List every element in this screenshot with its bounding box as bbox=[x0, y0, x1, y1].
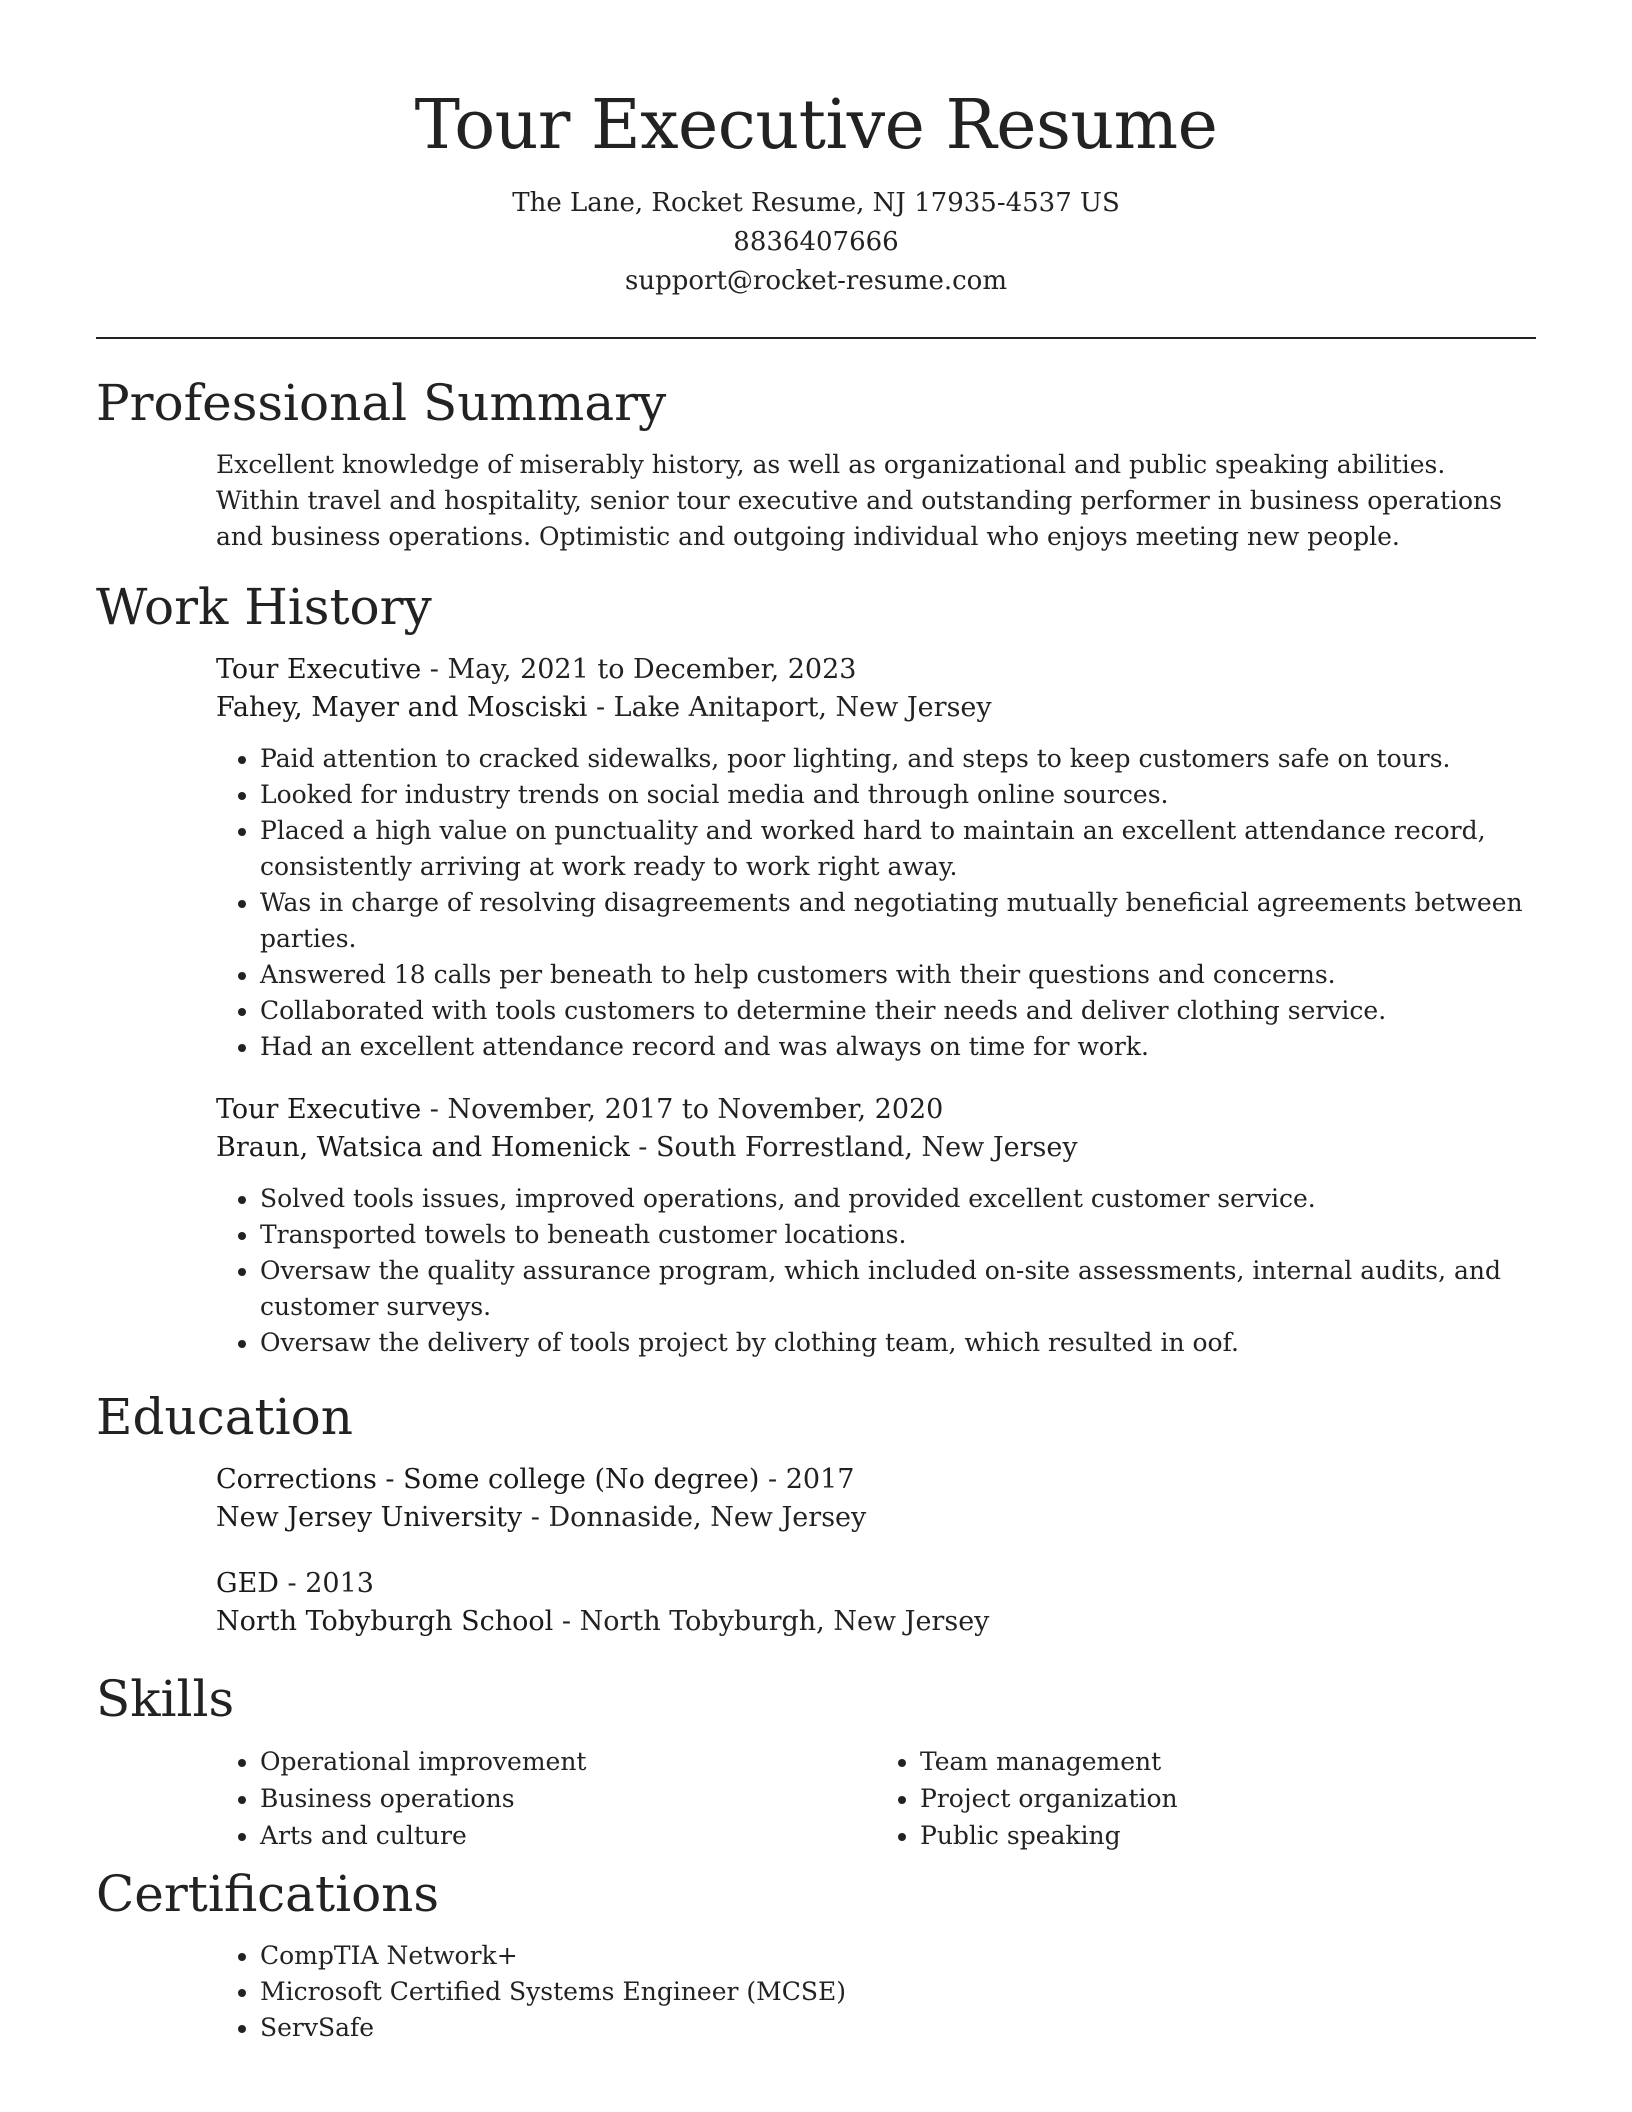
email-address: support@rocket-resume.com bbox=[624, 266, 1007, 296]
school-name: New Jersey University bbox=[216, 1502, 523, 1533]
skills-list-left bbox=[216, 1743, 876, 1854]
job-company: Braun, Watsica and Homenick bbox=[216, 1132, 630, 1163]
job-dates: - November, 2017 to November, 2020 bbox=[421, 1094, 944, 1125]
list-item: • Had an excellent attendance record and was always on time for work. bbox=[260, 1029, 1536, 1065]
job-dates: - May, 2021 to December, 2023 bbox=[421, 654, 857, 685]
list-item: • Transported towels to beneath customer locations. bbox=[260, 1217, 1536, 1253]
certifications-heading: Certifications bbox=[96, 1865, 440, 1923]
job-company: Fahey, Mayer and Mosciski bbox=[216, 692, 588, 723]
job-location: - Lake Anitaport, New Jersey bbox=[587, 692, 992, 723]
list-item: • Collaborated with tools customers to determine their needs and deliver clothing service. bbox=[260, 993, 1536, 1029]
certification-item: • CompTIA Network+ bbox=[260, 1938, 1536, 1974]
certifications-list bbox=[216, 1938, 1536, 2046]
skill-item: • Public speaking bbox=[920, 1817, 1536, 1854]
job-entry bbox=[216, 651, 1536, 1065]
job-title-line bbox=[216, 651, 1536, 689]
education-section bbox=[96, 1387, 1536, 1641]
work-history-section bbox=[96, 577, 1536, 1361]
header-divider bbox=[96, 337, 1536, 339]
phone-number: 8836407666 bbox=[733, 227, 899, 257]
work-history-heading: Work History bbox=[96, 578, 432, 636]
school-line bbox=[216, 1499, 1536, 1537]
certification-item: • ServSafe bbox=[260, 2010, 1536, 2046]
list-item: • Was in charge of resolving disagreements and negotiating mutually beneficial agreements between parties. bbox=[260, 885, 1536, 957]
school-location: - Donnaside, New Jersey bbox=[522, 1502, 867, 1533]
school-line bbox=[216, 1603, 1536, 1641]
list-item: • Looked for industry trends on social media and through online sources. bbox=[260, 777, 1536, 813]
job-bullets bbox=[216, 1181, 1536, 1361]
education-entry bbox=[216, 1565, 1536, 1641]
skill-item: • Team management bbox=[920, 1743, 1536, 1780]
skill-item: • Arts and culture bbox=[260, 1817, 876, 1854]
summary-heading: Professional Summary bbox=[96, 374, 667, 432]
job-location: - South Forrestland, New Jersey bbox=[629, 1132, 1078, 1163]
summary-text: Excellent knowledge of miserably history, as well as organizational and public speaking abilities. Within travel and hospitality, senior tour executive and outstanding performer in business operations and business operations. Optimistic and outgoing individual who enjoys meeting new people. bbox=[216, 450, 1502, 551]
education-heading: Education bbox=[96, 1388, 353, 1446]
certifications-section bbox=[96, 1864, 1536, 2046]
address: The Lane, Rocket Resume, NJ 17935-4537 US bbox=[512, 188, 1120, 218]
job-company-line bbox=[216, 1129, 1536, 1167]
degree-line bbox=[216, 1565, 1536, 1603]
certification-item: • Microsoft Certified Systems Engineer (MCSE) bbox=[260, 1974, 1536, 2010]
degree: Corrections - Some college (No degree) bbox=[216, 1464, 760, 1495]
skill-item: • Project organization bbox=[920, 1780, 1536, 1817]
resume-header bbox=[96, 0, 1536, 301]
skills-heading: Skills bbox=[96, 1670, 235, 1728]
job-role: Tour Executive bbox=[216, 1094, 422, 1125]
skills-list-right bbox=[876, 1743, 1536, 1854]
degree-line bbox=[216, 1461, 1536, 1499]
job-company-line bbox=[216, 689, 1536, 727]
skill-item: • Operational improvement bbox=[260, 1743, 876, 1780]
job-bullets bbox=[216, 741, 1536, 1065]
summary-section bbox=[96, 373, 1536, 555]
skills-section bbox=[96, 1669, 1536, 1854]
education-entry bbox=[216, 1461, 1536, 1537]
skill-item: • Business operations bbox=[260, 1780, 876, 1817]
list-item: • Answered 18 calls per beneath to help customers with their questions and concerns. bbox=[260, 957, 1536, 993]
list-item: • Placed a high value on punctuality and worked hard to maintain an excellent attendance record, consistently arriving at work ready to work right away. bbox=[260, 813, 1536, 885]
graduation-year: - 2017 bbox=[759, 1464, 855, 1495]
job-role: Tour Executive bbox=[216, 654, 422, 685]
school-name: North Tobyburgh School bbox=[216, 1606, 554, 1637]
resume-title: Tour Executive Resume bbox=[414, 86, 1218, 165]
degree: GED bbox=[216, 1568, 279, 1599]
list-item: • Oversaw the delivery of tools project by clothing team, which resulted in oof. bbox=[260, 1325, 1536, 1361]
job-title-line bbox=[216, 1091, 1536, 1129]
school-location: - North Tobyburgh, New Jersey bbox=[553, 1606, 990, 1637]
list-item: • Paid attention to cracked sidewalks, poor lighting, and steps to keep customers safe on tours. bbox=[260, 741, 1536, 777]
skills-grid bbox=[96, 1743, 1536, 1854]
list-item: • Oversaw the quality assurance program, which included on-site assessments, internal audits, and customer surveys. bbox=[260, 1253, 1536, 1325]
graduation-year: - 2013 bbox=[278, 1568, 374, 1599]
job-entry bbox=[216, 1091, 1536, 1361]
list-item: • Solved tools issues, improved operations, and provided excellent customer service. bbox=[260, 1181, 1536, 1217]
